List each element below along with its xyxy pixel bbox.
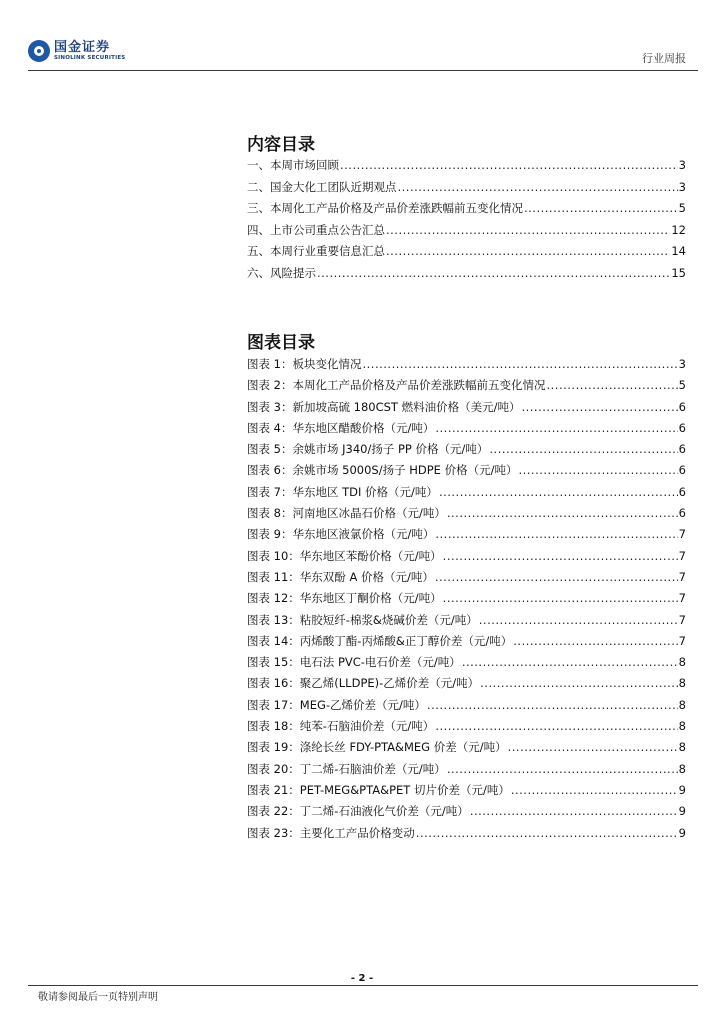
report-type: 行业周报: [642, 52, 686, 65]
toc-entry-label: 图表 11：华东双酚 A 价格（元/吨）: [247, 569, 434, 584]
toc-leader-dots: [443, 591, 678, 605]
toc-leader-dots: [513, 634, 677, 648]
figure-toc: [247, 356, 686, 846]
toc-entry-page: 7: [678, 633, 686, 648]
toc-entry-label: 图表 18：纯苯-石脑油价差（元/吨）: [247, 719, 435, 734]
toc-entry[interactable]: [247, 697, 686, 718]
toc-entry[interactable]: [247, 265, 686, 287]
toc-entry[interactable]: [247, 675, 686, 696]
toc-leader-dots: [546, 378, 677, 392]
toc-entry-label: 图表 15：电石法 PVC-电石价差（元/吨）: [247, 655, 461, 670]
toc-entry[interactable]: [247, 803, 686, 824]
toc-entry-label: 图表 7：华东地区 TDI 价格（元/吨）: [247, 484, 438, 499]
toc-entry-label: 图表 5：余姚市场 J340/扬子 PP 价格（元/吨）: [247, 442, 489, 457]
toc-entry-page: 6: [678, 484, 686, 499]
figure-toc-title: 图表目录: [247, 333, 315, 353]
toc-entry[interactable]: [247, 761, 686, 782]
toc-entry-page: 9: [678, 782, 686, 797]
toc-entry[interactable]: [247, 526, 686, 547]
toc-entry-page: 8: [678, 719, 686, 734]
toc-entry[interactable]: [247, 633, 686, 654]
toc-entry-page: 6: [678, 420, 686, 435]
content-toc-title: 内容目录: [247, 135, 315, 155]
footer-divider: [28, 985, 698, 986]
page-number: - 2 -: [350, 973, 374, 984]
toc-entry-label: 图表 21：PET-MEG&PTA&PET 切片价差（元/吨）: [247, 782, 510, 797]
toc-entry[interactable]: [247, 654, 686, 675]
content-toc: [247, 157, 686, 286]
toc-leader-dots: [435, 421, 677, 435]
toc-leader-dots: [518, 463, 677, 477]
toc-leader-dots: [511, 783, 678, 797]
toc-entry-page: 9: [678, 804, 686, 819]
toc-entry[interactable]: [247, 157, 686, 179]
toc-leader-dots: [462, 655, 678, 669]
toc-entry-page: 6: [678, 506, 686, 521]
toc-entry[interactable]: [247, 399, 686, 420]
toc-entry-label: 图表 14：丙烯酸丁酯-丙烯酸&正丁醇价差（元/吨）: [247, 633, 513, 648]
toc-leader-dots: [435, 570, 678, 584]
toc-leader-dots: [447, 762, 678, 776]
toc-entry[interactable]: [247, 548, 686, 569]
toc-entry[interactable]: [247, 200, 686, 222]
toc-entry-label: 一、本周市场回顾: [247, 158, 339, 172]
toc-entry-page: 8: [678, 676, 686, 691]
company-logo: [28, 40, 125, 62]
toc-entry-label: 图表 19：涤纶长丝 FDY-PTA&MEG 价差（元/吨）: [247, 740, 507, 755]
toc-leader-dots: [416, 826, 678, 840]
toc-leader-dots: [524, 201, 678, 215]
toc-entry-page: 7: [678, 527, 686, 542]
toc-entry-page: 7: [678, 612, 686, 627]
toc-entry-label: 图表 1：板块变化情况: [247, 357, 362, 371]
toc-leader-dots: [479, 613, 678, 627]
toc-entry-label: 六、风险提示: [247, 265, 316, 280]
toc-entry-page: 12: [671, 222, 686, 237]
toc-entry-page: 6: [678, 463, 686, 478]
logo-name-en: SINOLINK SECURITIES: [54, 54, 126, 61]
toc-entry-page: 7: [678, 591, 686, 606]
toc-entry-label: 二、国金大化工团队近期观点: [247, 179, 397, 194]
toc-leader-dots: [443, 549, 678, 563]
toc-entry[interactable]: [247, 569, 686, 590]
toc-leader-dots: [489, 442, 677, 456]
toc-entry-label: 图表 13：粘胶短纤-棉浆&烧碱价差（元/吨）: [247, 612, 478, 627]
toc-entry[interactable]: [247, 612, 686, 633]
toc-entry[interactable]: [247, 505, 686, 526]
toc-entry-label: 图表 2：本周化工产品价格及产品价差涨跌幅前五变化情况: [247, 378, 546, 393]
toc-entry[interactable]: [247, 356, 686, 377]
toc-entry-page: 15: [671, 265, 686, 280]
toc-leader-dots: [521, 400, 677, 414]
toc-leader-dots: [435, 527, 677, 541]
toc-entry[interactable]: [247, 462, 686, 483]
toc-entry-label: 图表 16：聚乙烯(LLDPE)-乙烯价差（元/吨）: [247, 676, 480, 691]
toc-entry[interactable]: [247, 179, 686, 201]
toc-entry-page: 5: [678, 201, 686, 215]
toc-entry[interactable]: [247, 739, 686, 760]
toc-entry-page: 6: [678, 399, 686, 414]
logo-name-cn: 国金证券: [54, 39, 111, 55]
toc-entry-label: 图表 12：华东地区丁酮价格（元/吨）: [247, 591, 442, 606]
toc-leader-dots: [427, 698, 678, 712]
toc-entry-label: 图表 6：余姚市场 5000S/扬子 HDPE 价格（元/吨）: [247, 463, 518, 478]
toc-entry[interactable]: [247, 222, 686, 244]
toc-entry[interactable]: [247, 484, 686, 505]
toc-entry-label: 图表 4：华东地区醋酸价格（元/吨）: [247, 420, 435, 435]
toc-entry-page: 7: [678, 569, 686, 584]
toc-entry-page: 8: [678, 697, 686, 712]
toc-entry-label: 三、本周化工产品价格及产品价差涨跌幅前五变化情况: [247, 201, 523, 215]
toc-entry-page: 6: [678, 442, 686, 457]
toc-entry[interactable]: [247, 377, 686, 398]
page-header: [28, 38, 698, 68]
toc-leader-dots: [317, 266, 670, 280]
toc-entry-label: 图表 8：河南地区冰晶石价格（元/吨）: [247, 506, 446, 521]
toc-leader-dots: [362, 357, 677, 371]
toc-leader-dots: [386, 223, 670, 237]
toc-leader-dots: [439, 485, 678, 499]
toc-entry-page: 3: [678, 158, 686, 172]
toc-entry[interactable]: [247, 441, 686, 462]
toc-entry-page: 9: [678, 825, 686, 840]
toc-entry-page: 8: [678, 761, 686, 776]
toc-entry-page: 5: [678, 378, 686, 393]
toc-entry-label: 图表 3：新加坡高硫 180CST 燃料油价格（美元/吨）: [247, 399, 521, 414]
toc-leader-dots: [435, 719, 677, 733]
toc-entry-page: 3: [678, 179, 686, 194]
footer-disclaimer: 敬请参阅最后一页特别声明: [38, 992, 158, 1003]
toc-entry[interactable]: [247, 718, 686, 739]
toc-entry-page: 14: [671, 244, 686, 258]
toc-entry-label: 图表 9：华东地区液氯价格（元/吨）: [247, 527, 435, 542]
toc-entry-label: 五、本周行业重要信息汇总: [247, 244, 385, 258]
toc-entry-page: 3: [678, 357, 686, 371]
header-divider: [28, 70, 698, 71]
toc-leader-dots: [386, 244, 670, 258]
toc-entry-label: 图表 10：华东地区苯酚价格（元/吨）: [247, 548, 442, 563]
toc-entry[interactable]: [247, 420, 686, 441]
toc-entry-label: 图表 17：MEG-乙烯价差（元/吨）: [247, 697, 426, 712]
toc-entry[interactable]: [247, 590, 686, 611]
toc-entry[interactable]: [247, 243, 686, 265]
toc-entry-page: 8: [678, 655, 686, 670]
toc-entry-label: 图表 23：主要化工产品价格变动: [247, 825, 415, 840]
toc-entry-page: 7: [678, 548, 686, 563]
toc-entry-label: 图表 22：丁二烯-石油液化气价差（元/吨）: [247, 804, 469, 819]
logo-icon: [28, 40, 50, 62]
toc-entry[interactable]: [247, 825, 686, 846]
toc-entry-label: 图表 20：丁二烯-石脑油价差（元/吨）: [247, 761, 446, 776]
toc-entry-label: 四、上市公司重点公告汇总: [247, 222, 385, 237]
toc-entry[interactable]: [247, 782, 686, 803]
toc-leader-dots: [447, 506, 678, 520]
toc-leader-dots: [508, 740, 678, 754]
toc-leader-dots: [480, 676, 678, 690]
toc-leader-dots: [398, 180, 678, 194]
toc-leader-dots: [470, 804, 678, 818]
toc-leader-dots: [340, 158, 678, 172]
toc-entry-page: 8: [678, 740, 686, 755]
